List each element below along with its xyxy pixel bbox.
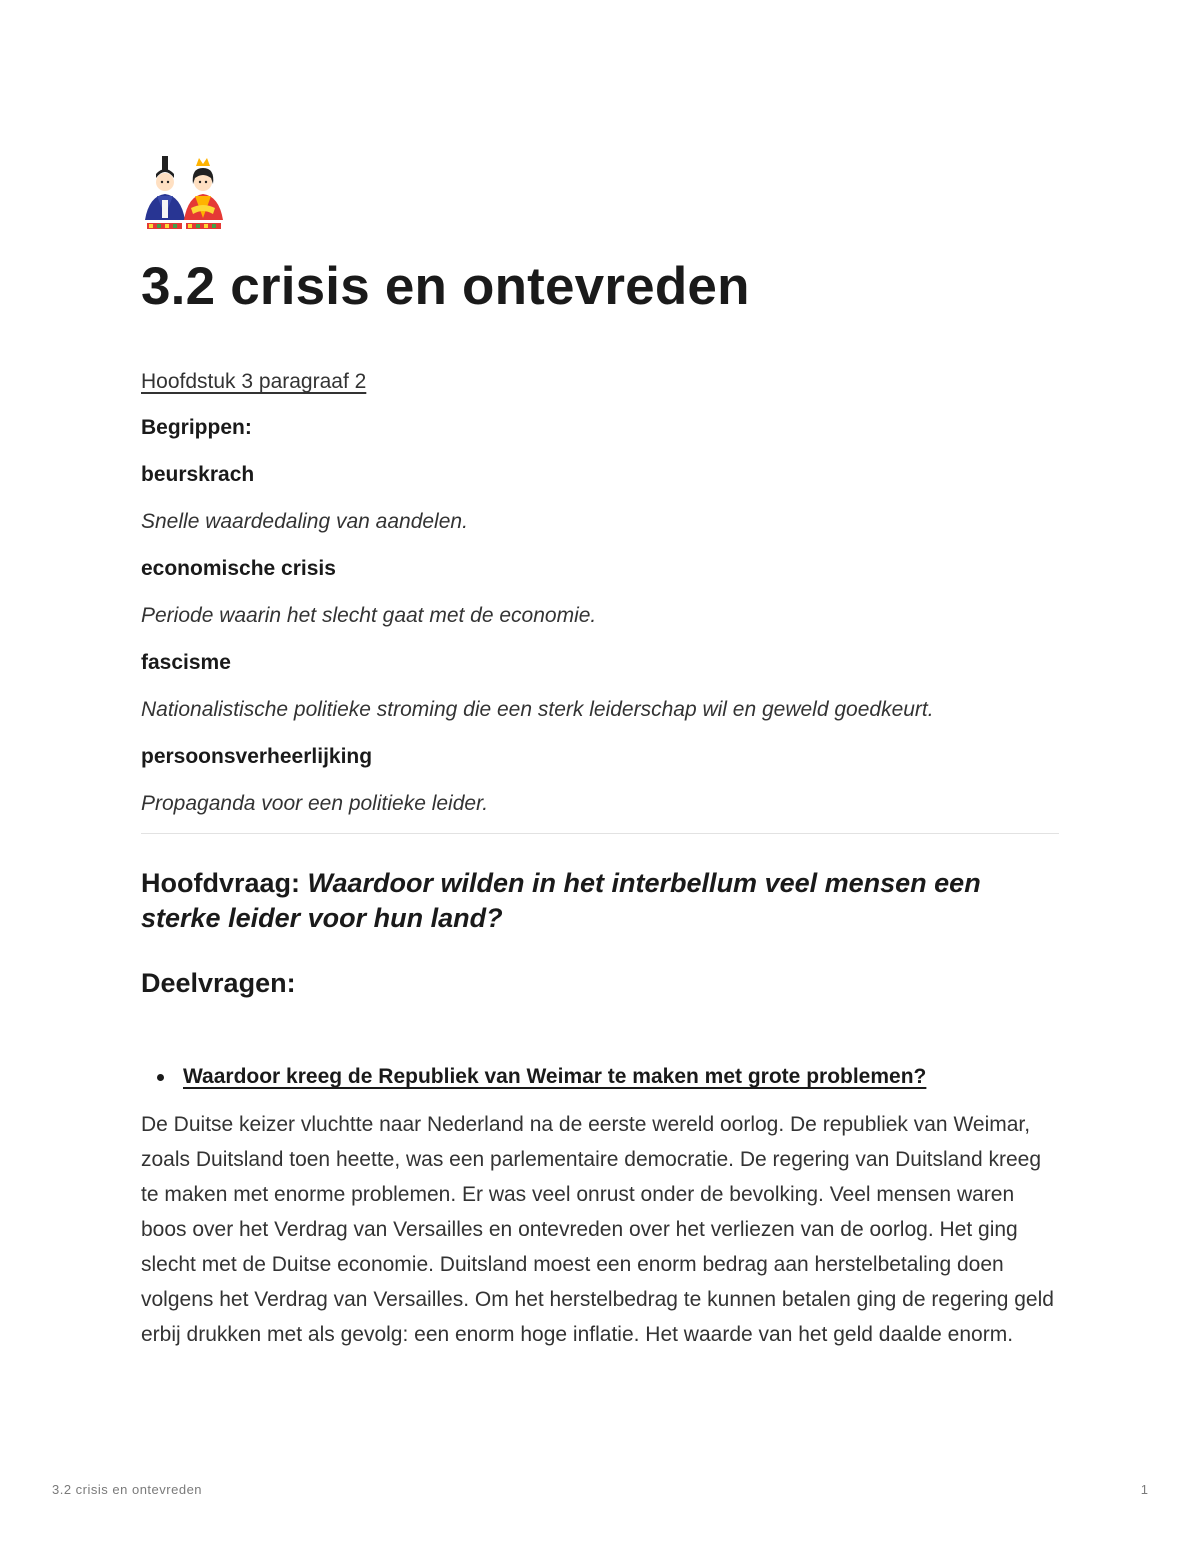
bullet-icon — [157, 1074, 164, 1081]
main-question-label: Hoofdvraag: — [141, 868, 308, 898]
glossary-definition: Snelle waardedaling van aandelen. — [141, 510, 468, 533]
list-item — [141, 1063, 1059, 1091]
chapter-link[interactable]: Hoofdstuk 3 paragraaf 2 — [141, 370, 367, 393]
glossary-term: beurskrach — [141, 463, 255, 486]
glossary-term: fascisme — [141, 651, 231, 674]
glossary-definition: Propaganda voor een politieke leider. — [141, 792, 489, 815]
sub-questions-list — [141, 1063, 1059, 1091]
sub-question-link[interactable]: Waardoor kreeg de Republiek van Weimar te maken met grote problemen? — [183, 1065, 927, 1088]
footer-page-number: 1 — [1140, 1482, 1148, 1497]
glossary-term: persoonsverheerlijking — [141, 745, 373, 768]
page-title: 3.2 crisis en ontevreden — [141, 257, 750, 316]
section-divider — [141, 833, 1059, 834]
sub-questions-heading: Deelvragen: — [141, 968, 296, 998]
dolls-emoji-icon — [141, 150, 227, 234]
footer-title: 3.2 crisis en ontevreden — [52, 1482, 203, 1497]
sub-question-answer: De Duitse keizer vluchtte naar Nederland na de eerste wereld oorlog. De republiek van Weimar, zoals Duitsland toen heette, was een parlementaire democratie. De regering van Duitsland kreeg te maken met enorme problemen. Er was veel onrust onder de bevolking. Veel mensen waren boos over het Verdrag van Versailles en ontevreden over het verliezen van de oorlog. Het ging slecht met de Duitse economie. Duitsland moest een enorm bedrag aan herstelbetaling doen volgens het Verdrag van Versailles. Om het herstelbedrag te kunnen betalen ging de regering geld erbij drukken met als gevolg: een enorm hoge inflatie. Het waarde van het geld daalde enorm. — [141, 1113, 1054, 1346]
main-question-heading — [141, 866, 1059, 936]
glossary-list — [141, 461, 1059, 818]
glossary-definition: Nationalistische politieke stroming die een sterk leiderschap wil en geweld goedkeurt. — [141, 698, 934, 721]
main-question-text: Waardoor wilden in het interbellum veel mensen een sterke leider voor hun land? — [141, 868, 981, 933]
glossary-term: economische crisis — [141, 557, 336, 580]
document-page — [141, 150, 1059, 1373]
glossary-definition: Periode waarin het slecht gaat met de economie. — [141, 604, 597, 627]
glossary-label: Begrippen: — [141, 416, 252, 439]
